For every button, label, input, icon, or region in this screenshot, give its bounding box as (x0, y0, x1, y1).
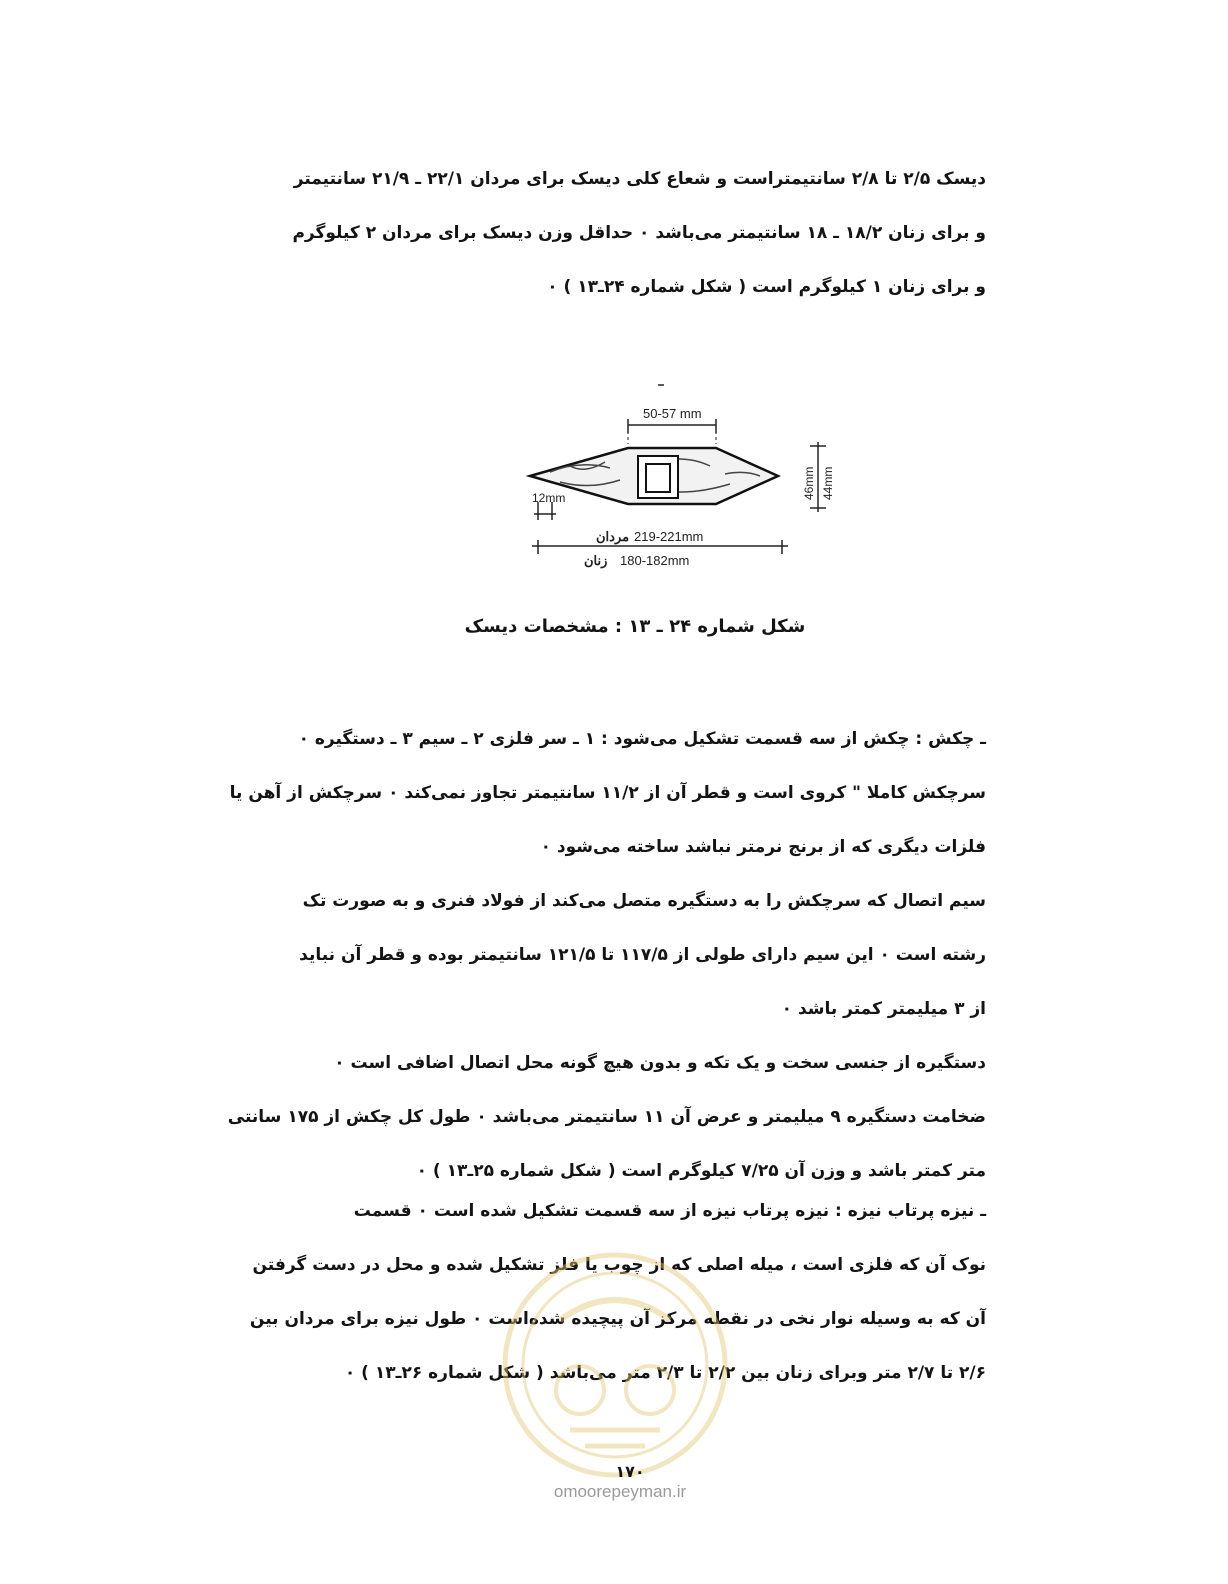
text-line: و برای زنان ۱ کیلوگرم است ( شکل شماره ۲۴ـ۱۳ ) ۰ (547, 277, 986, 297)
watermark-site: omoorepeyman.ir (553, 1482, 687, 1501)
text-line: سیم اتصال که سرچکش را به دستگیره متصل می‌کند از فولاد فنری و به صورت تک (302, 891, 986, 911)
men-label: مردان (596, 529, 630, 544)
text-line: ـ نیزه پرتاب نیزه : نیزه پرتاب نیزه از سه قسمت تشکیل شده است ۰ قسمت (353, 1201, 986, 1221)
text-line: رشته است ۰ این سیم دارای طولی از ۱۱۷/۵ تا ۱۲۱/۵ سانتیمتر بوده و قطر آن نباید (299, 945, 986, 965)
women-label: زنان (584, 553, 608, 568)
text-line: دیسک ۲/۵ تا ۲/۸ سانتیمتراست و شعاع کلی دیسک برای مردان ۲۲/۱ ـ ۲۱/۹ سانتیمتر (293, 169, 986, 189)
text-line: آن که به وسیله نوار نخی در نقطه مرکز آن پیچیده شده‌است ۰ طول نیزه برای مردان بین (249, 1309, 986, 1329)
text-line: از ۳ میلیمتر کمتر باشد ۰ (781, 999, 986, 1019)
text-line: سرچکش کاملا " کروی است و قطر آن از ۱۱/۲ سانتیمتر تجاوز نمی‌کند ۰ سرچکش از آهن یا (229, 783, 986, 803)
text-line: نوک آن که فلزی است ، میله اصلی که از چوب یا فلز تشکیل شده و محل در دست گرفتن (252, 1255, 986, 1275)
figure-caption: شکل شماره ۲۴ ـ ۱۳ : مشخصات دیسک (464, 616, 806, 637)
text-line: و برای زنان ۱۸/۲ ـ ۱۸ سانتیمتر می‌باشد ۰ حداقل وزن دیسک برای مردان ۲ کیلوگرم (292, 223, 986, 243)
text-line: ضخامت دستگیره ۹ میلیمتر و عرض آن ۱۱ سانتیمتر می‌باشد ۰ طول کل چکش از ۱۷۵ سانتی (227, 1107, 986, 1127)
height-outer-label: 46mm (802, 466, 816, 500)
text-line: فلزات دیگری که از برنج نرمتر نباشد ساخته می‌شود ۰ (540, 837, 986, 857)
text-line: ـ چکش : چکش از سه قسمت تشکیل می‌شود : ۱ ـ سر فلزی ۲ ـ سیم ۳ ـ دستگیره ۰ (298, 729, 986, 749)
page-number: ۱۷۰ (615, 1462, 645, 1481)
women-dimension-label: 180-182mm (620, 553, 690, 568)
discus-paragraph (222, 152, 986, 314)
top-dimension-label: 50-57 mm (643, 406, 702, 421)
discus-diagram (510, 378, 850, 578)
text-line: متر کمتر باشد و وزن آن ۷/۲۵ کیلوگرم است ( شکل شماره ۲۵ـ۱۳ ) ۰ (416, 1161, 986, 1181)
watermark-seal (500, 1250, 730, 1480)
text-line: دستگیره از جنسی سخت و یک تکه و بدون هیچ گونه محل اتصال اضافی است ۰ (334, 1053, 986, 1073)
text-line: ۲/۶ تا ۲/۷ متر وبرای زنان بین ۲/۲ تا ۲/۳ متر می‌باشد ( شکل شماره ۲۶ـ۱۳ ) ۰ (344, 1363, 986, 1383)
height-inner-label: 44mm (821, 466, 835, 500)
hammer-paragraph (222, 712, 986, 1198)
rim-dimension-label: 12mm (532, 491, 566, 505)
men-dimension-label: 219-221mm (634, 529, 704, 544)
